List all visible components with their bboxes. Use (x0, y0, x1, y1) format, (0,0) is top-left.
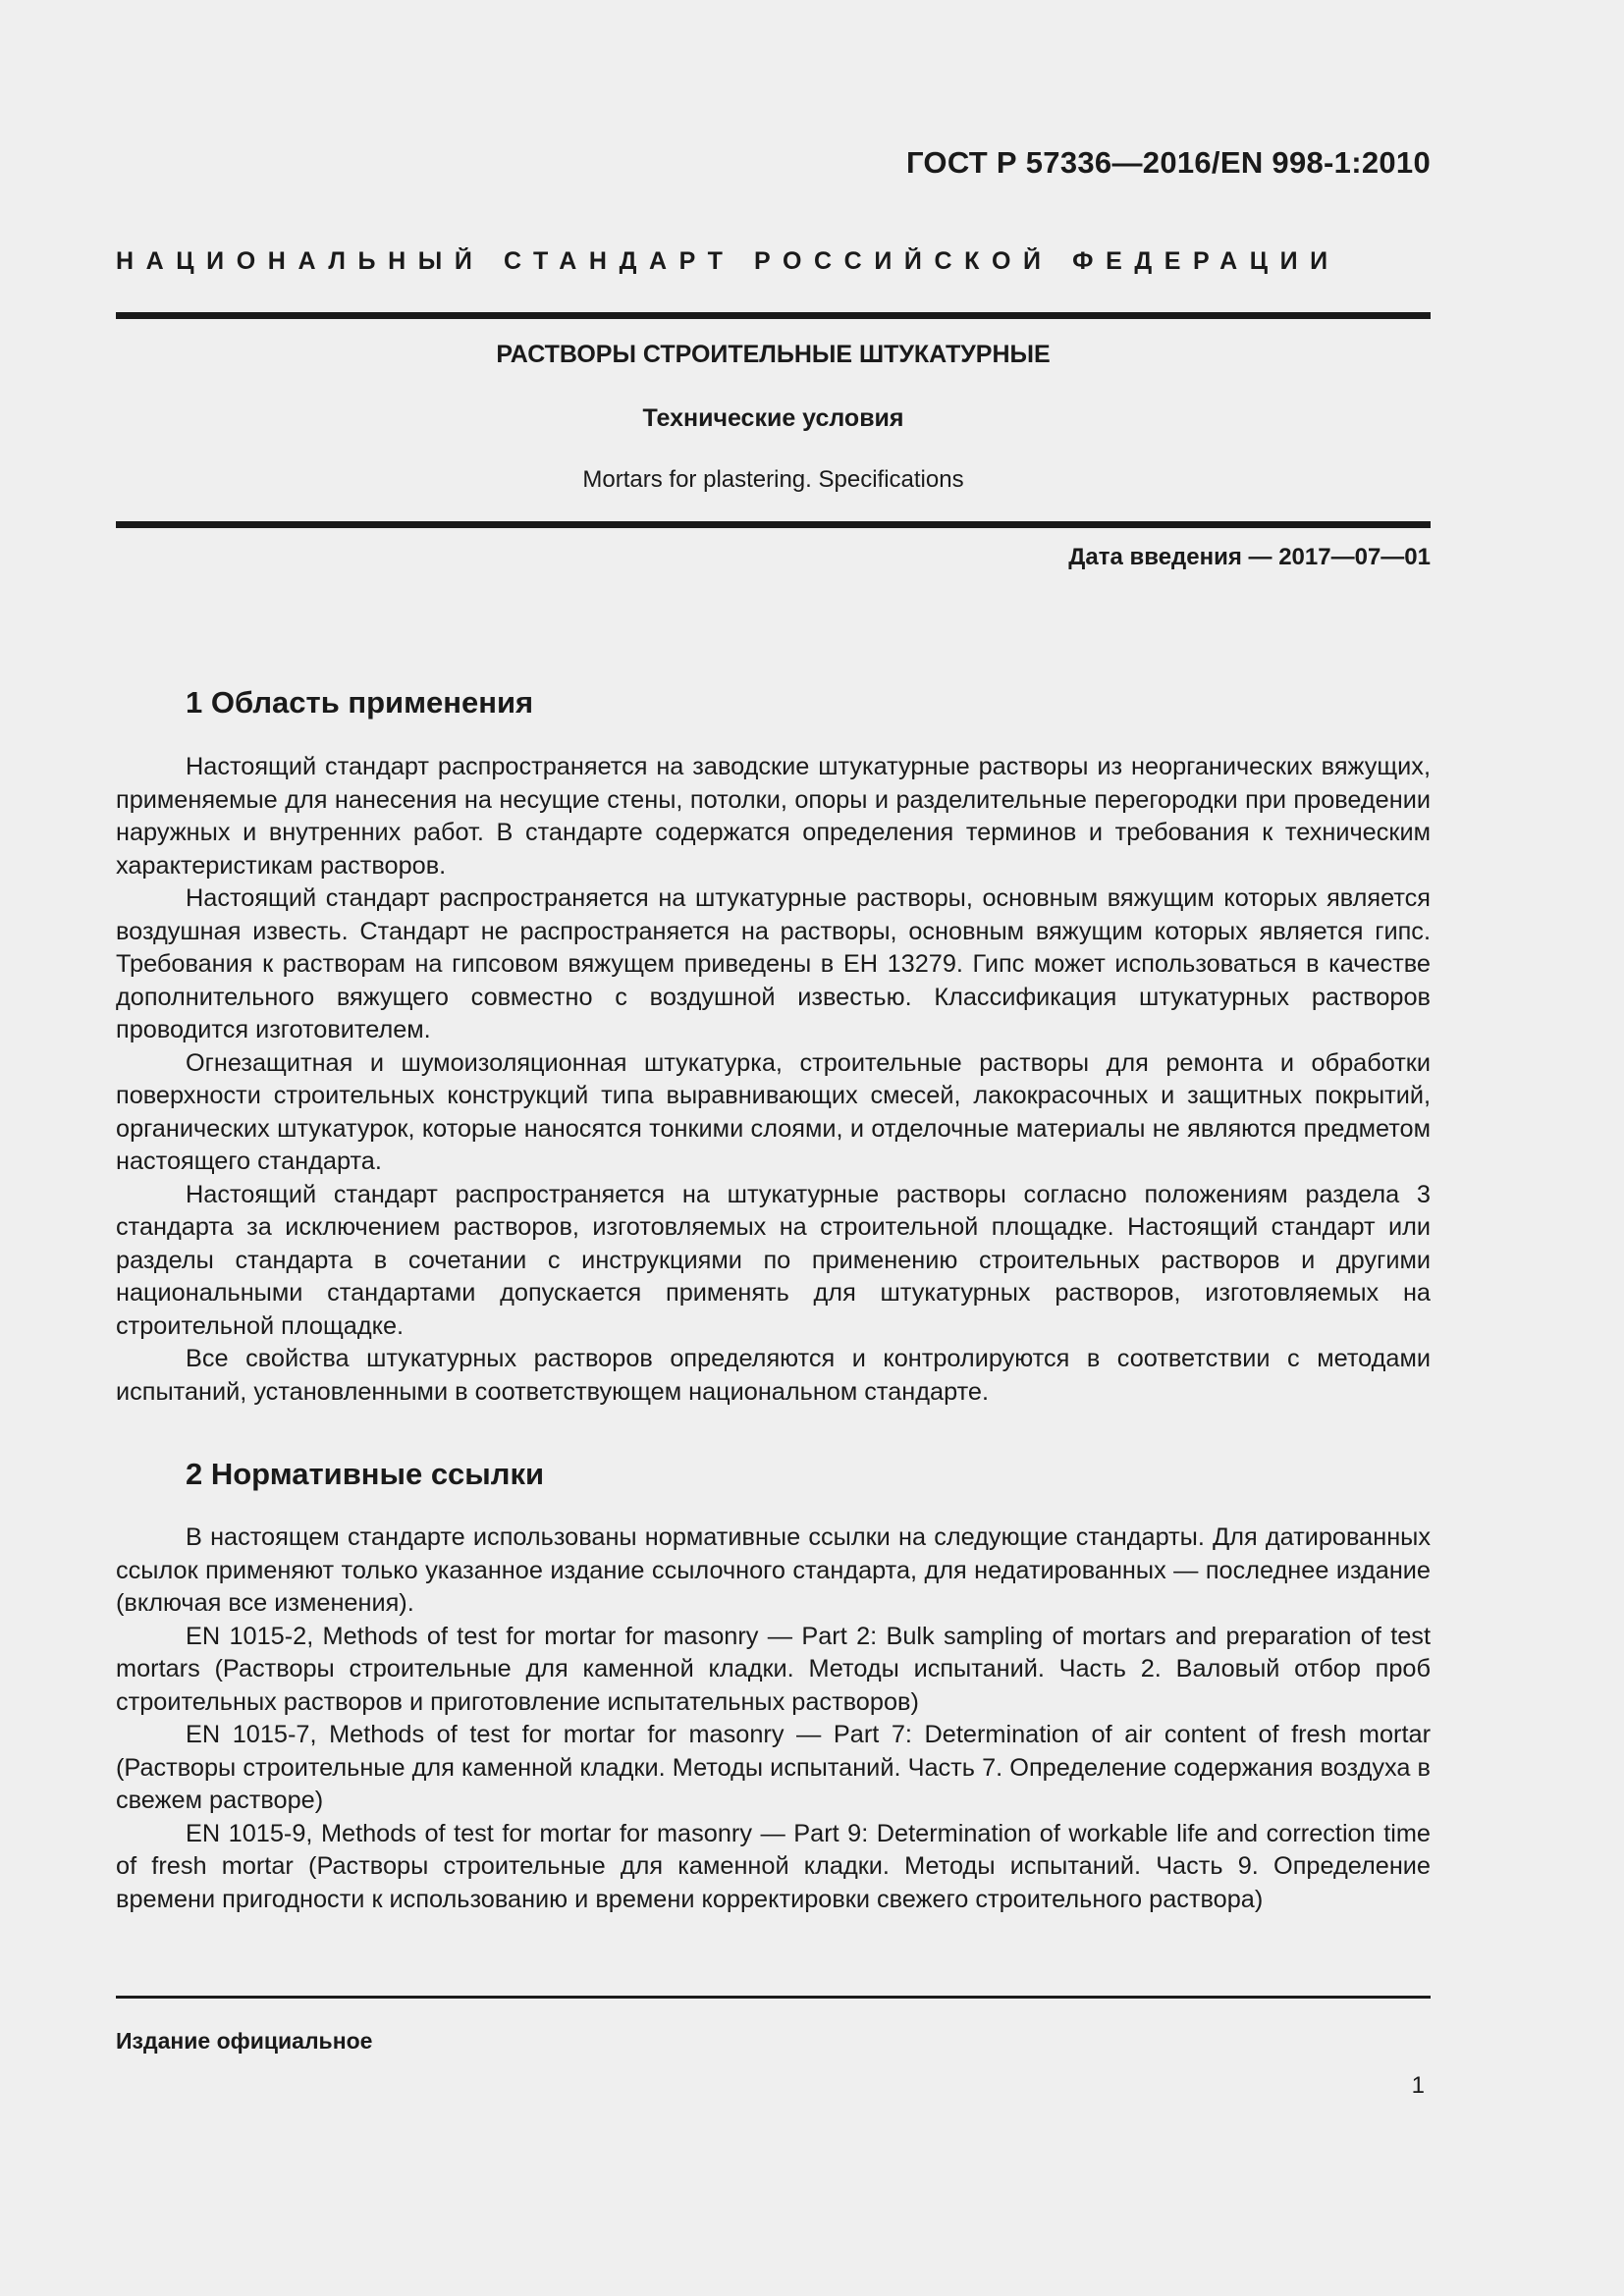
page-number: 1 (1411, 2072, 1425, 2099)
section-body-scope (116, 751, 1431, 1409)
document-number: ГОСТ Р 57336—2016/EN 998-1:2010 (905, 145, 1431, 180)
paragraph: Настоящий стандарт распространяется на штукатурные растворы согласно положениям раздела 3 стандарта за исключением растворов, изготовляемых на строительной площадке. Настоящий стандарт или разделы стандарта в сочетании с инструкциями по применению строительных растворов и другими национальными стандартами допускается применять для штукатурных растворов, изготовляемых на строительной площадке. (116, 1180, 1431, 1340)
footer-rule (116, 1996, 1431, 1999)
document-title: РАСТВОРЫ СТРОИТЕЛЬНЫЕ ШТУКАТУРНЫЕ (496, 341, 1051, 368)
reference-item: EN 1015-7, Methods of test for mortar for masonry — Part 7: Determination of air content of fresh mortar (Растворы строительные для каменной кладки. Методы испытаний. Часть 7. Определение содержания воздуха в свежем растворе) (116, 1721, 1431, 1814)
reference-item: EN 1015-9, Methods of test for mortar for masonry — Part 9: Determination of workable life and correction time of fresh mortar (Растворы строительные для каменной кладки. Методы испытаний. Часть 9. Определение времени пригодности к использованию и времени корректировки свежего строительного раствора) (116, 1819, 1431, 1913)
title-bottom-rule (116, 521, 1431, 528)
paragraph: Настоящий стандарт распространяется на штукатурные растворы, основным вяжущим которых является воздушная известь. Стандарт не распространяется на растворы, основным вяжущим которых является гипс. Требования к растворам на гипсовом вяжущем приведены в ЕН 13279. Гипс может использоваться в качестве дополнительного вяжущего совместно с воздушной известью. Классификация штукатурных растворов проводится изготовителем. (116, 884, 1431, 1043)
official-edition-label: Издание официальное (116, 2028, 373, 2054)
section-heading-normative-references: 2 Нормативные ссылки (186, 1457, 545, 1491)
paragraph: Все свойства штукатурных растворов определяются и контролируются в соответствии с методами испытаний, установленными в соответствующем национальном стандарте. (116, 1345, 1431, 1406)
document-subtitle: Технические условия (642, 404, 904, 432)
section-body-normative-references (116, 1522, 1431, 1916)
section-heading-scope: 1 Область применения (186, 685, 534, 720)
top-rule (116, 312, 1431, 319)
paragraph: В настоящем стандарте использованы нормативные ссылки на следующие стандарты. Для датированных ссылок применяют только указанное издание ссылочного стандарта, для недатированных — последнее издание (включая все изменения). (116, 1523, 1431, 1617)
paragraph: Настоящий стандарт распространяется на заводские штукатурные растворы из неорганических вяжущих, применяемые для нанесения на несущие стены, потолки, опоры и разделительные перегородки при проведении наружных и внутренних работ. В стандарте содержатся определения терминов и требования к техническим характеристикам растворов. (116, 753, 1431, 880)
national-standard-banner: НАЦИОНАЛЬНЫЙ СТАНДАРТ РОССИЙСКОЙ ФЕДЕРАЦИИ (116, 247, 1340, 275)
document-english-title: Mortars for plastering. Specifications (582, 466, 964, 493)
reference-item: EN 1015-2, Methods of test for mortar for masonry — Part 2: Bulk sampling of mortars and preparation of test mortars (Растворы строительные для каменной кладки. Методы испытаний. Часть 2. Валовый отбор проб строительных растворов и приготовление испытательных растворов) (116, 1622, 1431, 1716)
paragraph: Огнезащитная и шумоизоляционная штукатурка, строительные растворы для ремонта и обработки поверхности строительных конструкций типа выравнивающих смесей, лакокрасочных и защитных покрытий, органических штукатурок, которые наносятся тонкими слоями, и отделочные материалы не являются предметом настоящего стандарта. (116, 1048, 1431, 1175)
introduction-date: Дата введения — 2017—07—01 (1068, 544, 1431, 570)
